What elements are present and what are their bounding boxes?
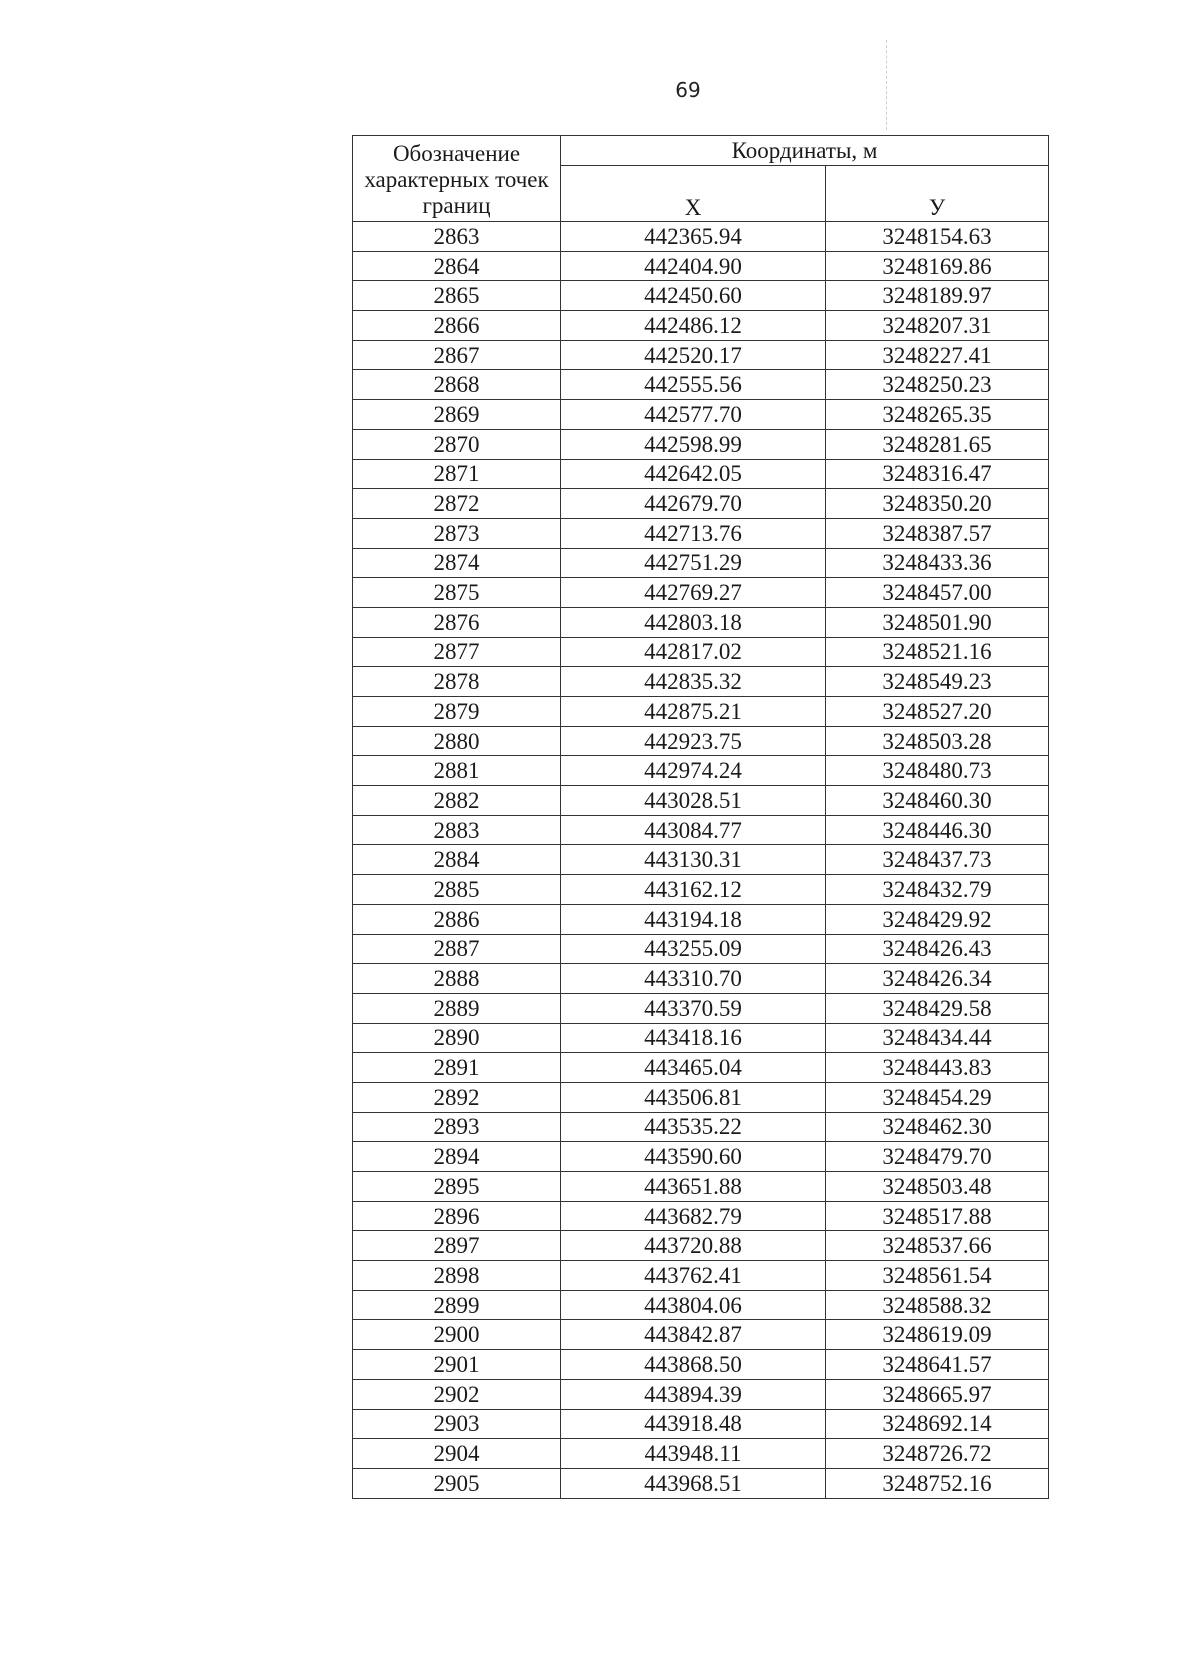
cell-point: 2876 [353,607,561,637]
cell-y: 3248549.23 [826,667,1049,697]
cell-y: 3248250.23 [826,370,1049,400]
cell-x: 443720.88 [561,1231,826,1261]
table-row [353,697,1049,727]
cell-x: 442365.94 [561,222,826,252]
table-row [353,667,1049,697]
cell-x: 443682.79 [561,1201,826,1231]
cell-y: 3248189.97 [826,281,1049,311]
cell-x: 443968.51 [561,1468,826,1498]
cell-point: 2893 [353,1112,561,1142]
cell-y: 3248537.66 [826,1231,1049,1261]
table-row [353,578,1049,608]
table-row [353,1023,1049,1053]
cell-x: 443130.31 [561,845,826,875]
cell-y: 3248426.34 [826,964,1049,994]
cell-y: 3248426.43 [826,934,1049,964]
table-row [353,251,1049,281]
cell-x: 442713.76 [561,518,826,548]
cell-x: 443868.50 [561,1350,826,1380]
cell-point: 2864 [353,251,561,281]
cell-x: 442555.56 [561,370,826,400]
cell-y: 3248665.97 [826,1379,1049,1409]
cell-point: 2873 [353,518,561,548]
table-row [353,1290,1049,1320]
cell-x: 443590.60 [561,1142,826,1172]
cell-x: 443918.48 [561,1409,826,1439]
cell-x: 442577.70 [561,400,826,430]
table-row [353,964,1049,994]
header-row-1 [353,136,1049,166]
page-number: 69 [675,78,701,102]
table-row [353,637,1049,667]
cell-x: 443162.12 [561,875,826,905]
cell-y: 3248434.44 [826,1023,1049,1053]
cell-x: 443535.22 [561,1112,826,1142]
cell-point: 2883 [353,815,561,845]
cell-y: 3248503.48 [826,1172,1049,1202]
header-point-designation: Обозначение характерных точек границ [353,136,561,222]
cell-y: 3248281.65 [826,429,1049,459]
cell-point: 2869 [353,400,561,430]
cell-point: 2904 [353,1439,561,1469]
cell-point: 2887 [353,934,561,964]
cell-point: 2901 [353,1350,561,1380]
cell-point: 2898 [353,1261,561,1291]
cell-x: 442520.17 [561,340,826,370]
table-row [353,904,1049,934]
table-row [353,845,1049,875]
table-row [353,1439,1049,1469]
table-row [353,311,1049,341]
table-row [353,548,1049,578]
cell-y: 3248265.35 [826,400,1049,430]
table-row [353,429,1049,459]
cell-point: 2870 [353,429,561,459]
cell-point: 2882 [353,786,561,816]
cell-y: 3248480.73 [826,756,1049,786]
cell-point: 2886 [353,904,561,934]
table-row [353,1142,1049,1172]
cell-point: 2863 [353,222,561,252]
cell-point: 2865 [353,281,561,311]
table-row [353,489,1049,519]
table-row [353,1201,1049,1231]
cell-point: 2871 [353,459,561,489]
cell-y: 3248454.29 [826,1082,1049,1112]
table-row [353,518,1049,548]
header-coordinates-group: Координаты, м [561,136,1049,166]
cell-y: 3248527.20 [826,697,1049,727]
cell-x: 443084.77 [561,815,826,845]
cell-point: 2896 [353,1201,561,1231]
cell-x: 442450.60 [561,281,826,311]
cell-y: 3248692.14 [826,1409,1049,1439]
cell-point: 2889 [353,993,561,1023]
table-row [353,1468,1049,1498]
cell-point: 2888 [353,964,561,994]
cell-y: 3248446.30 [826,815,1049,845]
cell-y: 3248443.83 [826,1053,1049,1083]
table-row [353,875,1049,905]
cell-point: 2905 [353,1468,561,1498]
cell-x: 443894.39 [561,1379,826,1409]
table-row [353,1261,1049,1291]
cell-point: 2868 [353,370,561,400]
cell-x: 443506.81 [561,1082,826,1112]
cell-x: 443028.51 [561,786,826,816]
table-row [353,459,1049,489]
cell-point: 2885 [353,875,561,905]
cell-y: 3248316.47 [826,459,1049,489]
cell-point: 2892 [353,1082,561,1112]
table-row [353,1082,1049,1112]
cell-x: 442875.21 [561,697,826,727]
table-header [353,136,1049,222]
table-row [353,934,1049,964]
cell-y: 3248503.28 [826,726,1049,756]
cell-x: 443194.18 [561,904,826,934]
table-row [353,340,1049,370]
cell-point: 2881 [353,756,561,786]
table-row [353,400,1049,430]
cell-y: 3248429.92 [826,904,1049,934]
header-x: Х [561,166,826,222]
cell-point: 2866 [353,311,561,341]
cell-x: 442598.99 [561,429,826,459]
cell-point: 2872 [353,489,561,519]
table-row [353,607,1049,637]
cell-y: 3248726.72 [826,1439,1049,1469]
cell-y: 3248457.00 [826,578,1049,608]
cell-y: 3248752.16 [826,1468,1049,1498]
cell-x: 442803.18 [561,607,826,637]
cell-y: 3248437.73 [826,845,1049,875]
cell-x: 443255.09 [561,934,826,964]
cell-point: 2902 [353,1379,561,1409]
cell-y: 3248169.86 [826,251,1049,281]
cell-x: 442769.27 [561,578,826,608]
cell-point: 2874 [353,548,561,578]
cell-y: 3248501.90 [826,607,1049,637]
cell-point: 2891 [353,1053,561,1083]
coordinates-table [352,135,1049,1499]
table-row [353,756,1049,786]
table-row [353,222,1049,252]
cell-point: 2867 [353,340,561,370]
table-row [353,1172,1049,1202]
cell-y: 3248227.41 [826,340,1049,370]
cell-x: 442751.29 [561,548,826,578]
cell-y: 3248432.79 [826,875,1049,905]
cell-y: 3248460.30 [826,786,1049,816]
cell-x: 443842.87 [561,1320,826,1350]
cell-y: 3248588.32 [826,1290,1049,1320]
cell-point: 2895 [353,1172,561,1202]
cell-x: 442486.12 [561,311,826,341]
table-row [353,1350,1049,1380]
cell-point: 2890 [353,1023,561,1053]
cell-y: 3248429.58 [826,993,1049,1023]
cell-point: 2894 [353,1142,561,1172]
cell-y: 3248561.54 [826,1261,1049,1291]
cell-point: 2880 [353,726,561,756]
cell-x: 443370.59 [561,993,826,1023]
cell-point: 2900 [353,1320,561,1350]
cell-point: 2899 [353,1290,561,1320]
cell-y: 3248433.36 [826,548,1049,578]
cell-x: 443948.11 [561,1439,826,1469]
table-row [353,1409,1049,1439]
cell-x: 442679.70 [561,489,826,519]
cell-point: 2897 [353,1231,561,1261]
cell-y: 3248641.57 [826,1350,1049,1380]
table-row [353,786,1049,816]
cell-x: 443651.88 [561,1172,826,1202]
table-row [353,993,1049,1023]
table-row [353,1379,1049,1409]
cell-x: 443465.04 [561,1053,826,1083]
cell-x: 443310.70 [561,964,826,994]
table-row [353,1231,1049,1261]
cell-point: 2875 [353,578,561,608]
table-body [353,222,1049,1499]
cell-y: 3248619.09 [826,1320,1049,1350]
cell-x: 443762.41 [561,1261,826,1291]
table-row [353,1053,1049,1083]
cell-y: 3248350.20 [826,489,1049,519]
cell-x: 442835.32 [561,667,826,697]
cell-x: 442923.75 [561,726,826,756]
cell-y: 3248154.63 [826,222,1049,252]
cell-point: 2879 [353,697,561,727]
cell-x: 443418.16 [561,1023,826,1053]
cell-y: 3248207.31 [826,311,1049,341]
cell-x: 442817.02 [561,637,826,667]
cell-point: 2903 [353,1409,561,1439]
cell-y: 3248517.88 [826,1201,1049,1231]
cell-y: 3248462.30 [826,1112,1049,1142]
table-row [353,815,1049,845]
cell-x: 442642.05 [561,459,826,489]
cell-point: 2884 [353,845,561,875]
table-row [353,370,1049,400]
cell-point: 2878 [353,667,561,697]
table-row [353,726,1049,756]
cell-x: 442404.90 [561,251,826,281]
table-row [353,1320,1049,1350]
table-row [353,1112,1049,1142]
cell-x: 442974.24 [561,756,826,786]
table-row [353,281,1049,311]
header-y: У [826,166,1049,222]
cell-y: 3248479.70 [826,1142,1049,1172]
cell-y: 3248521.16 [826,637,1049,667]
cell-x: 443804.06 [561,1290,826,1320]
cell-y: 3248387.57 [826,518,1049,548]
cell-point: 2877 [353,637,561,667]
